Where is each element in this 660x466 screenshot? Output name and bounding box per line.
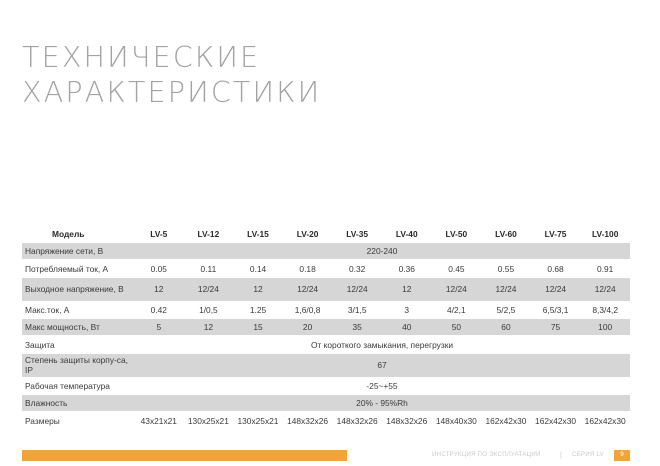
cell: 3/1,5 <box>332 301 382 318</box>
cell: 4/2,1 <box>432 301 482 318</box>
cell: 1/0,5 <box>184 301 234 318</box>
row-label: Потребляемый ток, А <box>22 260 134 277</box>
specifications-table <box>22 225 630 429</box>
cell: 75 <box>531 318 581 335</box>
row-value: От короткого замыкания, перегрузки <box>134 336 630 353</box>
cell: 15 <box>233 318 283 335</box>
cell: 130x25x21 <box>184 412 234 429</box>
cell: 12/24 <box>283 277 333 301</box>
table-header-row <box>22 225 630 243</box>
row-label: Степень защиты корпу-са, IP <box>22 353 134 377</box>
heading-line-1: ТЕХНИЧЕСКИЕ <box>22 41 261 74</box>
cell: 12 <box>134 277 184 301</box>
cell: 148x32x26 <box>283 412 333 429</box>
cell: 12 <box>382 277 432 301</box>
model-header: LV-100 <box>591 228 619 239</box>
cell: 0.68 <box>531 260 581 277</box>
row-value: 67 <box>134 353 630 377</box>
row-label: Рабочая температура <box>22 377 134 394</box>
row-humidity <box>22 394 630 411</box>
cell: 0.55 <box>481 260 531 277</box>
row-voltage <box>22 243 630 260</box>
row-label: Макс.ток, А <box>22 301 134 318</box>
row-label: Выходное напряжение, В <box>22 277 134 301</box>
cell: 12 <box>233 277 283 301</box>
cell: 43x21x21 <box>134 412 184 429</box>
cell: 162x42x30 <box>580 412 630 429</box>
model-header: LV-12 <box>197 228 220 239</box>
cell: 12/24 <box>184 277 234 301</box>
cell: 0.18 <box>283 260 333 277</box>
cell: 1,6/0,8 <box>283 301 333 318</box>
cell: 12/24 <box>531 277 581 301</box>
row-output-voltage <box>22 277 630 301</box>
row-value: 220-240 <box>134 243 630 260</box>
row-label: Защита <box>22 336 134 353</box>
page-number-tab <box>614 450 630 461</box>
cell: 148x32x26 <box>382 412 432 429</box>
model-header: LV-60 <box>495 228 517 239</box>
row-label: Напряжение сети, В <box>22 243 134 260</box>
row-dimensions <box>22 412 630 429</box>
model-header: LV-40 <box>395 228 418 239</box>
footer-document-title: ИНСТРУКЦИЯ ПО ЭКСПЛУАТАЦИИ <box>432 452 541 458</box>
cell: 1.25 <box>233 301 283 318</box>
cell: 6,5/3,1 <box>531 301 581 318</box>
cell: 8,3/4,2 <box>580 301 630 318</box>
cell: 162x42x30 <box>531 412 581 429</box>
row-label: Макс мощность, Вт <box>22 318 134 335</box>
cell: 148x40x30 <box>432 412 482 429</box>
cell: 5 <box>134 318 184 335</box>
row-label: Размеры <box>22 412 134 429</box>
cell: 0.45 <box>432 260 482 277</box>
footer-separator: | <box>560 452 562 459</box>
model-header: LV-15 <box>247 228 269 239</box>
page-number: 9 <box>620 452 624 458</box>
cell: 12/24 <box>332 277 382 301</box>
row-operating-temperature <box>22 377 630 394</box>
cell: 148x32x26 <box>332 412 382 429</box>
cell: 20 <box>283 318 333 335</box>
page-footer <box>22 450 630 461</box>
cell: 100 <box>580 318 630 335</box>
model-header: LV-50 <box>445 228 468 239</box>
cell: 12/24 <box>432 277 482 301</box>
cell: 35 <box>332 318 382 335</box>
cell: 0.05 <box>134 260 184 277</box>
model-header: LV-75 <box>544 228 567 239</box>
cell: 0.91 <box>580 260 630 277</box>
model-header: LV-5 <box>150 228 168 239</box>
cell: 0.32 <box>332 260 382 277</box>
heading-line-2: ХАРАКТЕРИСТИКИ <box>22 76 322 109</box>
cell: 12/24 <box>580 277 630 301</box>
footer-series-label: СЕРИЯ LV <box>572 452 604 458</box>
cell: 0.42 <box>134 301 184 318</box>
row-protection <box>22 336 630 353</box>
cell: 0.36 <box>382 260 432 277</box>
cell: 5/2,5 <box>481 301 531 318</box>
row-value: 20% - 95%Rh <box>134 394 630 411</box>
cell: 12 <box>184 318 234 335</box>
cell: 130x25x21 <box>233 412 283 429</box>
cell: 50 <box>432 318 482 335</box>
cell: 162x42x30 <box>481 412 531 429</box>
cell: 3 <box>382 301 432 318</box>
model-header: LV-35 <box>346 228 369 239</box>
row-ip-rating <box>22 353 630 377</box>
cell: 0.11 <box>184 260 234 277</box>
cell: 40 <box>382 318 432 335</box>
row-value: -25~+55 <box>134 377 630 394</box>
cell: 12/24 <box>481 277 531 301</box>
cell: 60 <box>481 318 531 335</box>
row-label: Влажность <box>22 394 134 411</box>
model-header: LV-20 <box>296 228 319 239</box>
row-max-power <box>22 318 630 335</box>
footer-accent-bar <box>22 450 347 461</box>
header-label: Модель <box>52 228 85 239</box>
cell: 0.14 <box>233 260 283 277</box>
page-heading <box>22 40 321 110</box>
row-max-current <box>22 301 630 318</box>
row-current <box>22 260 630 277</box>
